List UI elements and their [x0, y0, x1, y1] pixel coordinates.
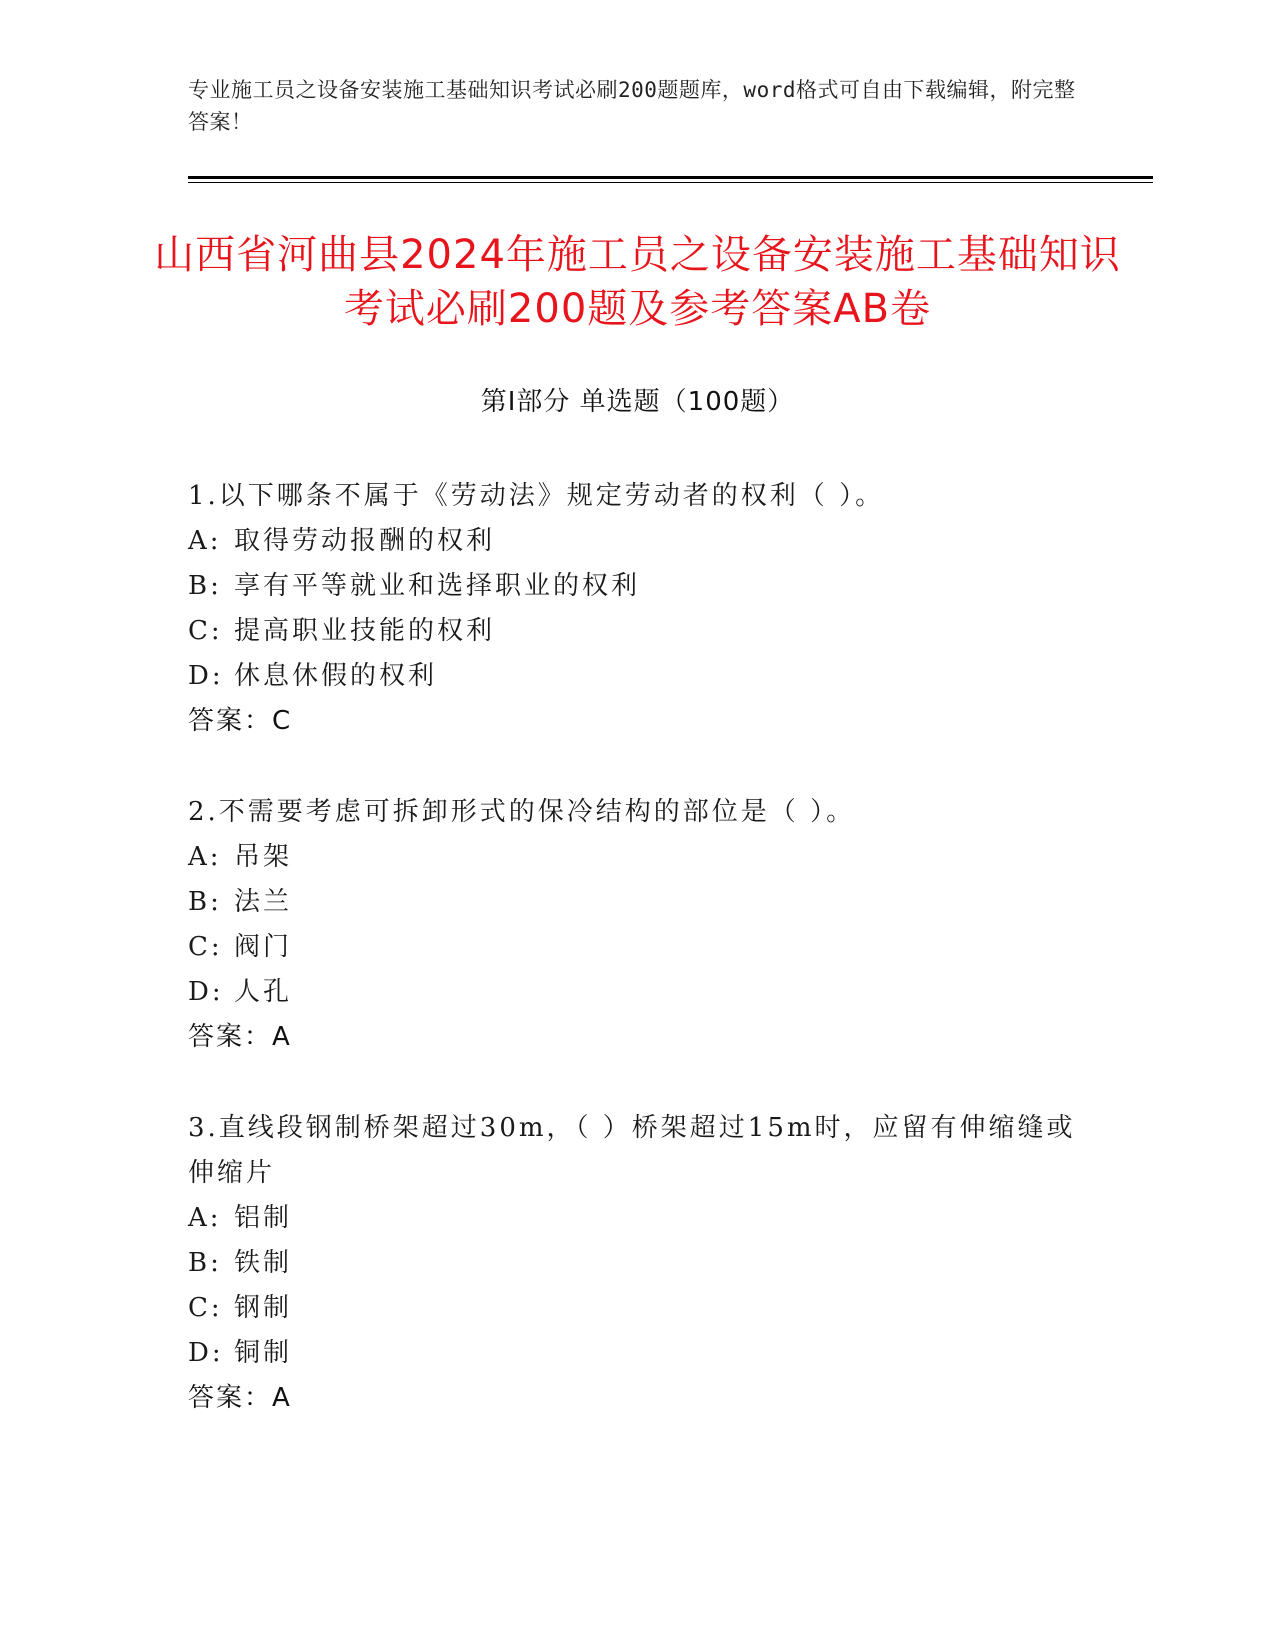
question-stem: 1.以下哪条不属于《劳动法》规定劳动者的权利（ ）。 — [188, 481, 885, 511]
question-1 — [188, 474, 1088, 744]
option-text: 法兰 — [234, 887, 293, 917]
option-d — [188, 970, 1088, 1015]
option-a — [188, 835, 1088, 880]
header-divider-thick — [188, 176, 1153, 179]
answer-label: 答案： — [188, 1383, 273, 1413]
option-key: D: — [188, 661, 224, 691]
option-text: 阀门 — [234, 932, 293, 962]
option-d — [188, 1331, 1088, 1376]
option-b — [188, 564, 1088, 609]
option-c — [188, 1286, 1088, 1331]
answer-label: 答案： — [188, 706, 273, 736]
answer-value: C — [272, 706, 293, 736]
document-title: 山西省河曲县2024年施工员之设备安装施工基础知识考试必刷200题及参考答案AB卷 — [154, 232, 1121, 332]
option-key: C: — [188, 932, 223, 962]
option-key: B: — [188, 1248, 222, 1278]
option-c — [188, 609, 1088, 654]
option-key: B: — [188, 887, 222, 917]
option-b — [188, 1241, 1088, 1286]
option-text: 取得劳动报酬的权利 — [234, 526, 496, 556]
option-text: 提高职业技能的权利 — [234, 616, 496, 646]
option-key: C: — [188, 1293, 223, 1323]
answer-line — [188, 1376, 1088, 1421]
question-3 — [188, 1106, 1088, 1421]
option-text: 享有平等就业和选择职业的权利 — [234, 571, 641, 601]
answer-label: 答案： — [188, 1022, 273, 1052]
option-key: C: — [188, 616, 223, 646]
option-text: 人孔 — [234, 977, 293, 1007]
answer-line — [188, 699, 1088, 744]
option-text: 铁制 — [234, 1248, 293, 1278]
option-text: 铝制 — [234, 1203, 293, 1233]
option-b — [188, 880, 1088, 925]
option-key: A: — [188, 1203, 222, 1233]
section-title: 第Ⅰ部分 单选题（100题） — [480, 387, 795, 417]
option-d — [188, 654, 1088, 699]
answer-line — [188, 1015, 1088, 1060]
option-key: D: — [188, 977, 224, 1007]
answer-value: A — [272, 1022, 292, 1052]
question-stem: 3.直线段钢制桥架超过30m，（ ）桥架超过15m时，应留有伸缩缝或伸缩片 — [188, 1113, 1076, 1188]
question-list — [188, 474, 1088, 1467]
header-divider-thin — [188, 182, 1153, 183]
option-key: A: — [188, 842, 222, 872]
question-2 — [188, 790, 1088, 1060]
option-key: B: — [188, 571, 222, 601]
option-a — [188, 519, 1088, 564]
header-note: 专业施工员之设备安装施工基础知识考试必刷200题题库，word格式可自由下载编辑，附完整答案！ — [188, 78, 1076, 134]
option-text: 吊架 — [234, 842, 293, 872]
option-text: 铜制 — [234, 1338, 293, 1368]
question-stem: 2.不需要考虑可拆卸形式的保冷结构的部位是（ ）。 — [188, 797, 856, 827]
option-text: 休息休假的权利 — [234, 661, 438, 691]
option-key: D: — [188, 1338, 224, 1368]
option-key: A: — [188, 526, 222, 556]
option-c — [188, 925, 1088, 970]
option-text: 钢制 — [234, 1293, 293, 1323]
answer-value: A — [272, 1383, 292, 1413]
option-a — [188, 1196, 1088, 1241]
